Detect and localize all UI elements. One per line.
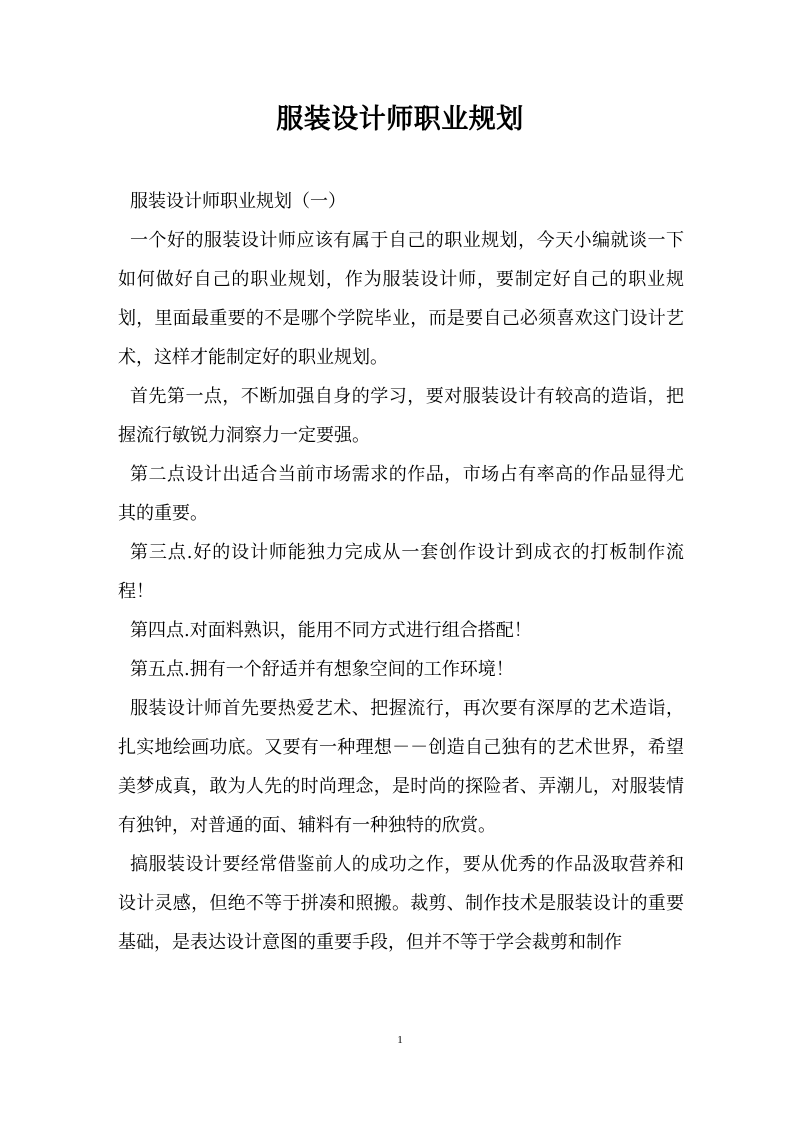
document-body — [118, 182, 684, 962]
section-heading: 服装设计师职业规划（一） — [130, 191, 346, 212]
page-title: 服装设计师职业规划 — [276, 104, 524, 135]
paragraph-qualities: 服装设计师首先要热爱艺术、把握流行，再次要有深厚的艺术造诣，扎实地绘画功底。又要有一种理想－－创造自己独有的艺术世界，希望美梦成真，敢为人先的时尚理念，是时尚的探险者、弄潮儿，对服装情有独钟，对普通的面、辅料有一种独特的欣赏。 — [118, 698, 684, 836]
paragraph-point-1: 首先第一点，不断加强自身的学习，要对服装设计有较高的造诣，把握流行敏锐力洞察力一定要强。 — [118, 386, 684, 446]
paragraph-intro: 一个好的服装设计师应该有属于自己的职业规划，今天小编就谈一下如何做好自己的职业规划，作为服装设计师，要制定好自己的职业规划，里面最重要的不是哪个学院毕业，而是要自己必须喜欢这门设计艺术，这样才能制定好的职业规划。 — [118, 230, 684, 368]
paragraph-point-2: 第二点设计出适合当前市场需求的作品，市场占有率高的作品显得尤其的重要。 — [118, 464, 684, 524]
page-number: 1 — [397, 1034, 403, 1046]
paragraph-point-3: 第三点.好的设计师能独力完成从一套创作设计到成衣的打板制作流程！ — [118, 542, 684, 602]
paragraph-point-5: 第五点.拥有一个舒适并有想象空间的工作环境！ — [130, 659, 514, 680]
paragraph-point-4: 第四点.对面料熟识，能用不同方式进行组合搭配！ — [130, 620, 532, 641]
paragraph-learning: 搞服装设计要经常借鉴前人的成功之作，要从优秀的作品汲取营养和设计灵感，但绝不等于拼凑和照搬。裁剪、制作技术是服装设计的重要基础，是表达设计意图的重要手段，但并不等于学会裁剪和制作 — [118, 854, 684, 953]
